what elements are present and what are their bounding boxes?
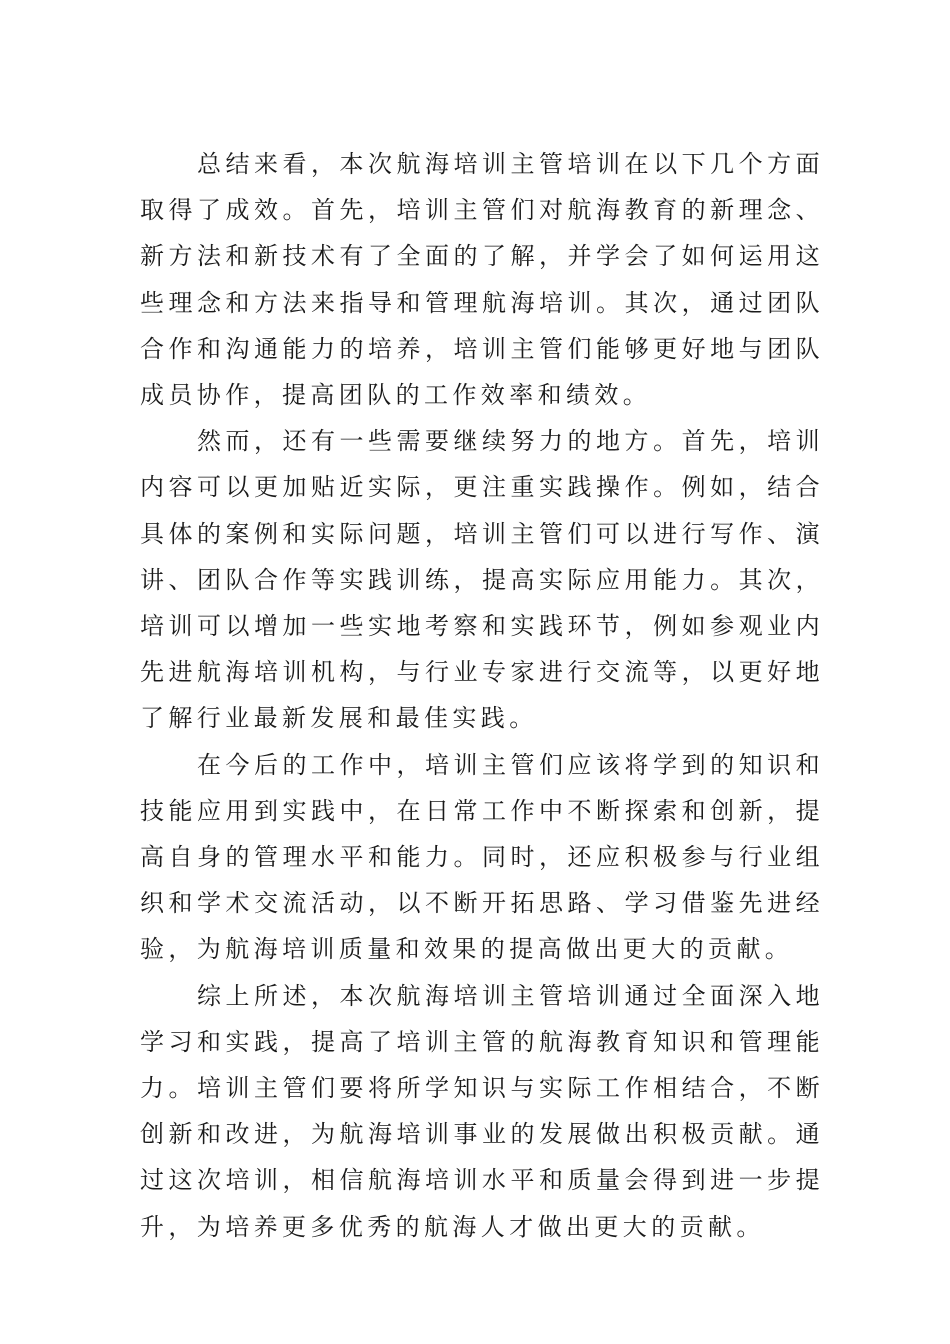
document-body	[140, 141, 824, 1250]
paragraph-conclusion: 综上所述，本次航海培训主管培训通过全面深入地学习和实践，提高了培训主管的航海教育知识和管理能力。培训主管们要将所学知识与实际工作相结合，不断创新和改进，为航海培训事业的发展做出积极贡献。通过这次培训，相信航海培训水平和质量会得到进一步提升，为培养更多优秀的航海人才做出更大的贡献。	[140, 981, 824, 1241]
paragraph-improvements: 然而，还有一些需要继续努力的地方。首先，培训内容可以更加贴近实际，更注重实践操作。例如，结合具体的案例和实际问题，培训主管们可以进行写作、演讲、团队合作等实践训练，提高实际应用能力。其次，培训可以增加一些实地考察和实践环节，例如参观业内先进航海培训机构，与行业专家进行交流等，以更好地了解行业最新发展和最佳实践。	[140, 427, 824, 733]
paragraph-future-work: 在今后的工作中，培训主管们应该将学到的知识和技能应用到实践中，在日常工作中不断探索和创新，提高自身的管理水平和能力。同时，还应积极参与行业组织和学术交流活动，以不断开拓思路、学习借鉴先进经验，为航海培训质量和效果的提高做出更大的贡献。	[140, 750, 824, 964]
paragraph-summary: 总结来看，本次航海培训主管培训在以下几个方面取得了成效。首先，培训主管们对航海教育的新理念、新方法和新技术有了全面的了解，并学会了如何运用这些理念和方法来指导和管理航海培训。其次，通过团队合作和沟通能力的培养，培训主管们能够更好地与团队成员协作，提高团队的工作效率和绩效。	[140, 150, 824, 410]
